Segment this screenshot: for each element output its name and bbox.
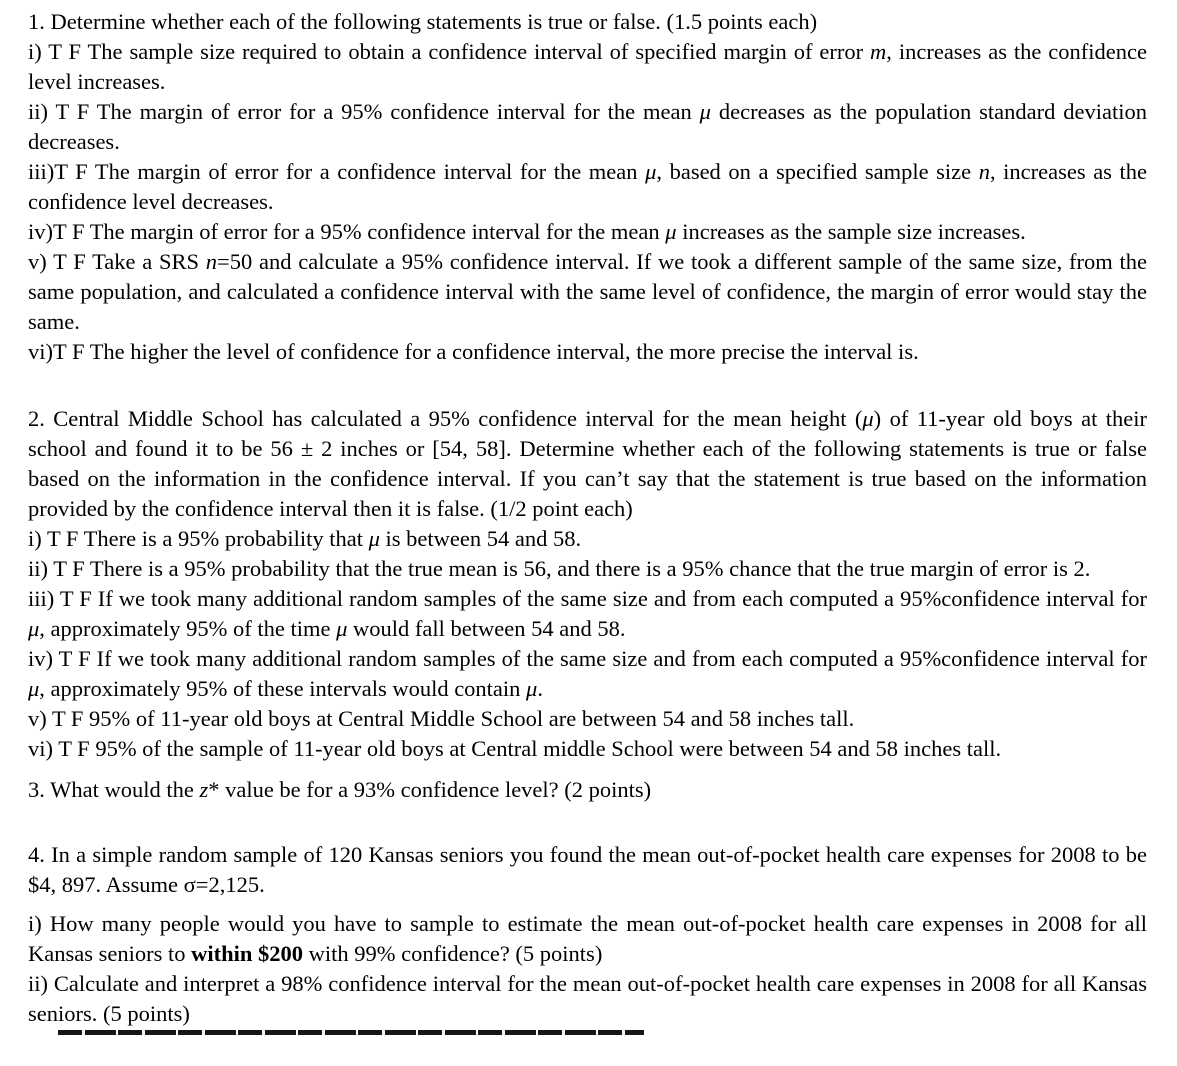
text-segment: , approximately 95% of these intervals would contain [39,676,527,701]
text-segment: ) of 11-year old boys at their school and found it to be 56 ± 2 inches or [54, 58]. Determine whether each of the following statements is true or false based on the information in the confidence interval. If you can’t say that the statement is true based on the information provided by the confidence interval then it is false. (1/2 point each) [28,406,1147,521]
text-segment: n [978,159,990,184]
text-segment: ii) T F The margin of error for a 95% confidence interval for the mean [28,99,700,124]
q2-item-iv [28,644,1147,704]
text-segment: ii) Calculate and interpret a 98% confidence interval for the mean out-of-pocket health care expenses in 2008 for all Kansas seniors. (5 points) [28,971,1147,1026]
q2-item-iii [28,584,1147,644]
text-segment: μ [862,406,874,431]
text-segment: μ [28,676,40,701]
text-segment: i) T F The sample size required to obtain a confidence interval of specified margin of error [28,39,871,64]
q2-item-vi [28,734,1147,764]
spacer [28,367,1147,404]
text-segment: would fall between 54 and 58. [347,616,626,641]
q4-item-i [28,909,1147,969]
text-segment: increases as the sample size increases. [676,219,1026,244]
text-segment: within $200 [191,941,304,966]
text-segment: iii) T F If we took many additional random samples of the same size and from each computed a 95%confidence interval for [28,586,1147,611]
text-segment: μ [645,159,657,184]
text-segment: 4. In a simple random sample of 120 Kansas seniors you found the mean out-of-pocket health care expenses for 2008 to be $4, 897. Assume σ=2,125. [28,842,1147,897]
text-segment: 2. Central Middle School has calculated a 95% confidence interval for the mean height ( [28,406,863,431]
text-segment: z [199,777,209,802]
text-segment: i) How many people would you have to sample to estimate the mean out-of-pocket health care expenses in 2008 for all Kansas seniors to [28,911,1147,966]
q1-prompt [28,7,1147,37]
text-segment: is between 54 and 58. [379,526,582,551]
cutoff-text-line [58,1030,644,1035]
q1-item-vi [28,337,1147,367]
spacer [28,900,1147,909]
q1-item-i [28,37,1147,97]
text-segment: =50 and calculate a 95% confidence interval. If we took a different sample of the same size, from the same population, and calculated a confidence interval with the same level of confidence, the margin of error would stay the same. [28,249,1147,334]
text-segment: , increases as the confidence level increases. [28,39,1147,94]
text-segment: , approximately 95% of the time [39,616,337,641]
q2-prompt [28,404,1147,524]
text-segment: with 99% confidence? (5 points) [303,941,603,966]
q1-item-iv [28,217,1147,247]
q4-item-ii [28,969,1147,1029]
q4-prompt [28,840,1147,900]
text-segment: iii)T F The margin of error for a confidence interval for the mean [28,159,646,184]
text-segment: n [205,249,218,274]
text-segment: , increases as the confidence level decreases. [28,159,1147,214]
q2-item-ii [28,554,1147,584]
text-segment: vi) T F 95% of the sample of 11-year old boys at Central middle School were between 54 and 58 inches tall. [28,736,1002,761]
text-segment: iv) T F If we took many additional random samples of the same size and from each computed a 95%confidence interval for [28,646,1147,671]
text-segment: i) T F There is a 95% probability that [28,526,369,551]
text-segment: vi)T F The higher the level of confidence for a confidence interval, the more precise the interval is. [28,339,919,364]
text-segment: μ [665,219,677,244]
text-segment: μ [699,99,711,124]
text-segment: m [870,39,887,64]
text-segment: v) T F 95% of 11-year old boys at Central Middle School are between 54 and 58 inches tall. [28,706,855,731]
text-segment: μ [336,616,348,641]
text-segment: v) T F Take a SRS [28,249,206,274]
spacer [28,764,1147,775]
text-segment: ii) T F There is a 95% probability that the true mean is 56, and there is a 95% chance that the true margin of error is 2. [28,556,1091,581]
text-segment: iv)T F The margin of error for a 95% confidence interval for the mean [28,219,666,244]
q2-item-v [28,704,1147,734]
text-segment: 3. What would the [28,777,200,802]
q1-item-iii [28,157,1147,217]
spacer [28,805,1147,840]
text-segment: decreases as the population standard deviation decreases. [28,99,1147,154]
text-segment: , based on a specified sample size [656,159,979,184]
q1-item-v [28,247,1147,337]
text-segment: 1. Determine whether each of the following statements is true or false. (1.5 points each) [28,9,818,34]
text-segment: . [537,676,543,701]
text-segment: μ [526,676,538,701]
text-segment: * value be for a 93% confidence level? (2 points) [208,777,652,802]
text-segment: μ [28,616,40,641]
q1-item-ii [28,97,1147,157]
text-segment: μ [368,526,380,551]
q3-prompt [28,775,1147,805]
q2-item-i [28,524,1147,554]
